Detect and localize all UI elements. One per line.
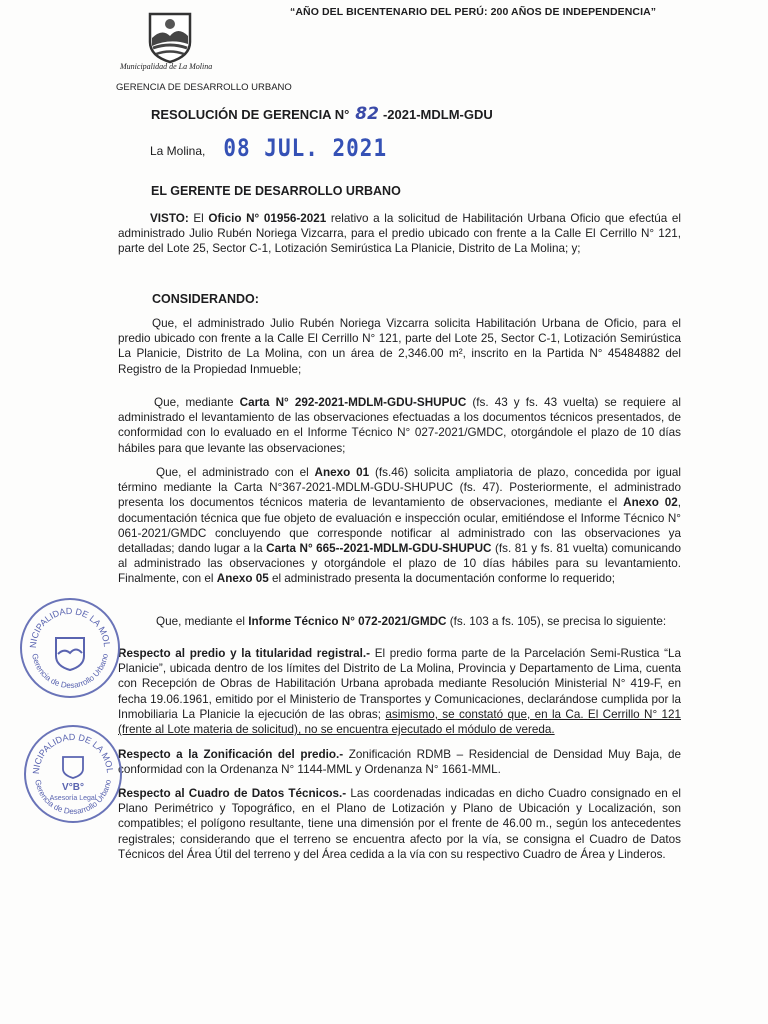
paragraph-predio xyxy=(118,646,681,737)
cuadro-heading: Respecto al Cuadro de Datos Técnicos.- xyxy=(118,787,347,800)
motto-header: “AÑO DEL BICENTENARIO DEL PERÚ: 200 AÑOS DE INDEPENDENCIA” xyxy=(290,6,657,18)
anexo-02-ref: Anexo 02 xyxy=(623,496,678,510)
p7-text-a: Las coordenadas indicadas en dicho Cuadro consignado en el Plano Perimétrico y Topográfico, en el Plano de Lotización y Plano de Ubicación y Localización, son compatibles; el polígono resultante, tiene una dimensión por el frente de 46.00 m., según los antecedentes registrales; considerando que el terreno se encuentra afecto por la vía, se consigna el Cuadro de Datos Técnicos del Área Útil del terreno y del Área cedida a la vía con su respectivo Cuadro de Área y Linderos. xyxy=(118,787,681,861)
p5-text-a: El predio forma parte de la Parcelación Semi-Rustica “La Planicie”, ubicada dentro de los límites del Distrito de La Molina, Provincia y Departamento de Lima, cuenta con Recepción de Obras de Habilitación Urbana aprobada mediante Resolución Ministerial N° 419-F, en fecha 19.06.1961, emitido por el Ministerio de Transportes y Comunicaciones, declarándose cumplida por la Inmobiliaria La Planicie la ejecución de las obras; xyxy=(118,647,681,721)
oficio-ref: Oficio N° 01956-2021 xyxy=(208,212,327,225)
informe-072-ref: Informe Técnico N° 072-2021/GMDC xyxy=(248,615,447,628)
department-name: GERENCIA DE DESARROLLO URBANO xyxy=(116,82,292,93)
anexo-05-ref: Anexo 05 xyxy=(216,572,269,586)
seal-2-graphic xyxy=(26,727,120,821)
visto-label: VISTO: xyxy=(150,212,189,225)
p4-text-b: (fs. 103 a fs. 105), se precisa lo siguiente: xyxy=(446,615,667,628)
carta-665-ref: Carta N° 665--2021-MDLM-GDU-SHUPUC xyxy=(266,542,492,556)
p3-text-d: (fs. 81 y fs. 81 vuelta) comunicando al administrado las observaciones y otorgándole el plazo de 10 días hábiles para su levantamiento. Finalmente, con el xyxy=(118,542,682,586)
paragraph-3 xyxy=(118,465,681,587)
gdu-seal xyxy=(20,598,120,698)
resolution-suffix: -2021-MDLM-GDU xyxy=(382,107,493,122)
legal-advisory-seal xyxy=(24,725,122,823)
seal-2-vb: V°B° xyxy=(62,782,84,793)
anexo-01-ref: Anexo 01 xyxy=(314,466,370,479)
seal-2-bottom-text: Gerencia de Desarrollo Urbano xyxy=(33,778,113,817)
carta-292-ref: Carta N° 292-2021-MDLM-GDU-SHUPUC xyxy=(239,396,467,409)
paragraph-1: Que, el administrado Julio Rubén Noriega Vizcarra solicita Habilitación Urbana de Oficio, para el predio ubicado con frente a la Calle El Cerrillo N° 121, parte del Lote 25, Sector C-1, Lotización Semirústica La Planicie, Distrito de La Molina, con un área de 2,346.00 m², inscrito en la Partida N° 45484882 del Registro de la Propiedad Inmueble; xyxy=(118,317,681,376)
p3-text-b: (fs.46) solicita ampliatoria de plazo, concedida por igual término mediante la Carta N°367-2021-MDLM-GDU-SHUPUC (fs. 47). Posteriormente, el administrado presenta los documentos técnicos materia de levantamiento de observaciones, mediante el xyxy=(118,466,682,510)
seal-1-graphic xyxy=(22,600,118,696)
visto-paragraph xyxy=(118,211,681,257)
zonificacion-heading: Respecto a la Zonificación del predio.- xyxy=(118,748,344,761)
municipality-name: Municipalidad de La Molina xyxy=(120,62,213,71)
paragraph-cuadro xyxy=(118,786,681,862)
predio-heading: Respecto al predio y la titularidad registral.- xyxy=(118,647,371,660)
resolution-prefix: RESOLUCIÓN DE GERENCIA N° xyxy=(151,107,350,122)
place-date-line xyxy=(150,136,387,160)
resolution-number: 82 xyxy=(355,104,379,124)
p6-text-a: Zonificación RDMB – Residencial de Densidad Muy Baja, de conformidad con la Ordenanza N° 1144-MML y Ordenanza N° 1661-MML. xyxy=(118,748,681,777)
p2-text-b: (fs. 43 y fs. 43 vuelta) se requiere al administrado el levantamiento de las observaciones efectuadas a los documentos técnicos presentados, de conformidad con lo evaluado en el Informe Técnico N° 027-2021/GMDC, otorgándole el plazo de 10 días hábiles para que levante las observaciones; xyxy=(118,396,681,455)
seal-1-top-text: NICIPALIDAD DE LA MOL xyxy=(27,605,113,649)
resolution-title xyxy=(151,104,493,124)
municipality-logo-icon xyxy=(140,8,200,64)
place: La Molina, xyxy=(150,144,206,158)
p4-text-a: Que, mediante el xyxy=(156,615,249,628)
gerente-heading: EL GERENTE DE DESARROLLO URBANO xyxy=(151,184,401,198)
p3-text-a: Que, el administrado con el xyxy=(156,466,315,479)
p2-text-a: Que, mediante xyxy=(154,396,240,409)
p3-text-c: , documentación técnica que fue objeto de evaluación e inspección ocular, emitiéndose el Informe Técnico N° 061-2021/GMDC concluyendo que corresponde notificar al administrado con las observaciones ya detalladas; dando lugar a la xyxy=(118,496,682,556)
visto-text-1: El xyxy=(188,212,209,225)
seal-1-bottom-text: Gerencia de Desarrollo Urbano xyxy=(30,652,110,691)
paragraph-4 xyxy=(118,614,681,629)
date-stamp: 08 JUL. 2021 xyxy=(223,134,388,162)
municipality-logo xyxy=(140,8,200,64)
considerando-heading: CONSIDERANDO: xyxy=(152,292,259,306)
p3-text-e: el administrado presenta la documentación conforme lo requerido; xyxy=(268,572,615,586)
p5-underlined: asimismo, se constató que, en la Ca. El Cerrillo N° 121 (frente al Lote materia de solicitud), no se encuentra ejecutado el módulo de vereda. xyxy=(118,707,681,737)
paragraph-2 xyxy=(118,395,681,456)
paragraph-zonificacion xyxy=(118,747,681,777)
seal-2-label: Asesoría Legal xyxy=(49,795,97,802)
seal-2-top-text: NICIPALIDAD DE LA MOL xyxy=(30,731,116,775)
visto-text-2: relativo a la solicitud de Habilitación Urbana Oficio que efectúa el administrado Julio Rubén Noriega Vizcarra, para el predio ubicado con frente a la Calle El Cerrillo N° 121, parte del Lote 25, Sector C-1, Lotización Semirústica La Planicie, Distrito de La Molina; y; xyxy=(118,212,682,256)
